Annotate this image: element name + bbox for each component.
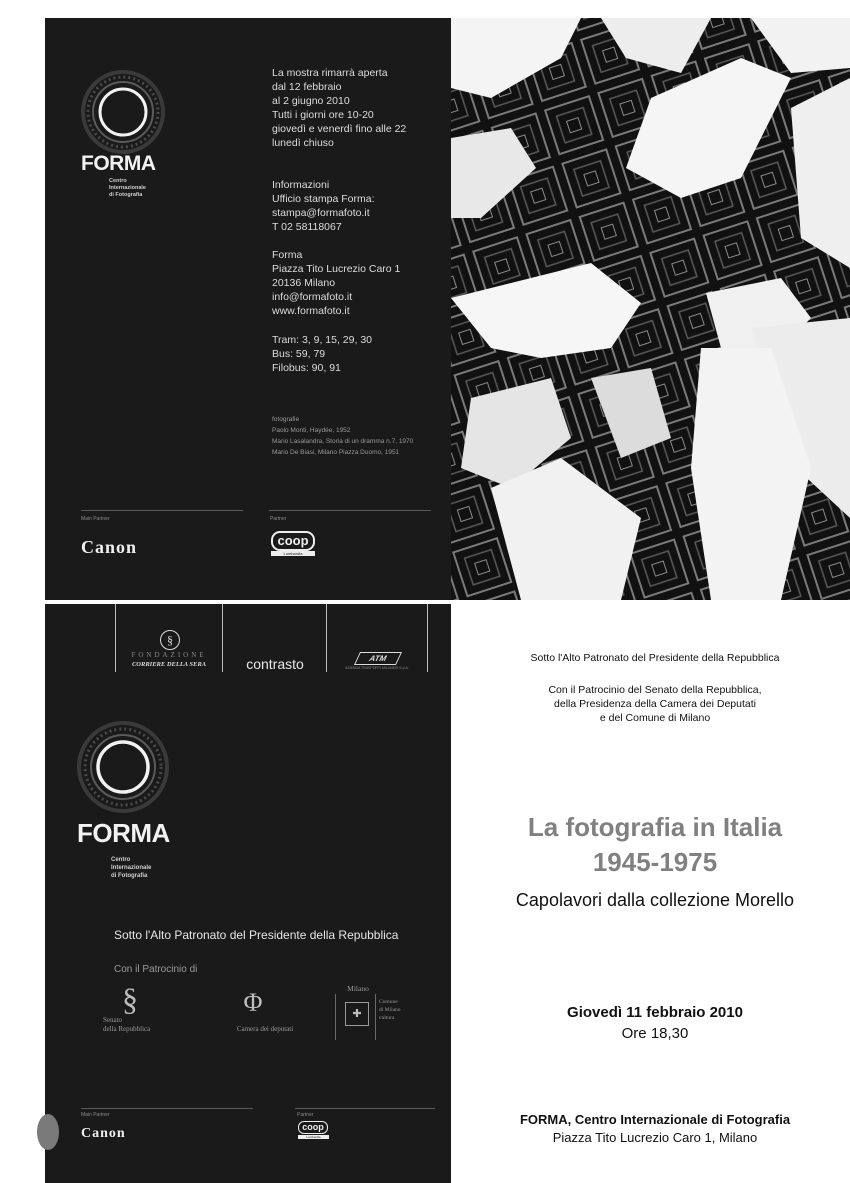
event-date: Giovedì 11 febbraio 2010 [567, 1004, 743, 1021]
coop-sub-label: Lombardia [271, 551, 315, 556]
venue-address: Forma Piazza Tito Lucrezio Caro 1 20136 Milano info@formafoto.it www.formafoto.it [272, 249, 401, 317]
cover-panel [45, 604, 451, 1183]
camera-label: Camera dei deputati [236, 1025, 294, 1033]
main-partner-label: Main Partner [81, 1112, 110, 1118]
divider-line [81, 510, 243, 511]
atm-logo: ATM [354, 652, 402, 665]
exhibition-photograph [451, 18, 850, 600]
press-info: Informazioni Ufficio stampa Forma: stampa@formafoto.it T 02 58118067 [272, 179, 375, 233]
fondazione-label: FONDAZIONE [131, 651, 207, 659]
divider-line [295, 1108, 435, 1109]
venue-address: Piazza Tito Lucrezio Caro 1, Milano [552, 1130, 758, 1145]
coop-logo: coop [271, 531, 315, 551]
patronage-intro: Con il Patrocinio di [114, 964, 198, 975]
contrasto-logo: contrasto [246, 656, 304, 672]
atm-sub-label: AZIENDA TRASPORTI MILANESI S.p.A. [345, 666, 409, 670]
canon-logo: Canon [81, 537, 138, 557]
corriere-label: CORRIERE DELLA SERA [131, 661, 207, 668]
divider-line [269, 510, 431, 511]
partner-label: Partner [270, 516, 287, 522]
sponsor-contrasto [222, 604, 327, 672]
milano-crest-icon: ✚ [345, 1002, 369, 1026]
partner-label: Partner [297, 1112, 314, 1118]
exhibition-subtitle: Capolavori dalla collezione Morello [515, 890, 795, 910]
invitation-details [460, 604, 850, 1183]
coop-logo: coop [298, 1121, 328, 1134]
divider-line [81, 1108, 253, 1109]
punch-hole-mark [37, 1114, 59, 1150]
patronage-text: Sotto l'Alto Patronato del Presidente della Repubblica [114, 928, 399, 942]
senato-emblem-icon: § [122, 981, 138, 1017]
exhibition-title-line2: 1945-1975 [592, 847, 718, 877]
main-partner-label: Main Partner [81, 516, 110, 522]
photo-credits: fotografie Paolo Monti, Haydée, 1952 Mario Lasalandra, Storia di un dramma n.7, 1970 Mario De Biasi, Milano Piazza Duomo, 1951 [272, 416, 414, 456]
patronage-text: Sotto l'Alto Patronato del Presidente della Repubblica [530, 652, 780, 664]
exhibition-title-line1: La fotografia in Italia [527, 812, 783, 842]
comune-label: Comune di Milano cultura [379, 999, 401, 1021]
patronage-lines: Con il Patrocinio del Senato della Repubblica, della Presidenza della Camera dei Deputati e del Comune di Milano [548, 684, 762, 724]
divider-line [375, 994, 376, 1040]
forma-wordmark: FORMA [77, 818, 170, 848]
sponsor-fondazione-corriere [115, 604, 222, 672]
forma-wordmark: FORMA [81, 152, 156, 175]
exhibition-dates: La mostra rimarrà aperta dal 12 febbraio al 2 giugno 2010 Tutti i giorni ore 10-20 giovedì e venerdì fino alle 22 lunedì chiuso [272, 67, 407, 149]
forma-subtitle: Centro Internazionale di Fotografia [111, 857, 152, 879]
sponsor-atm [326, 604, 428, 672]
fondazione-emblem-icon: § [160, 630, 180, 650]
photograph-image [451, 18, 850, 600]
forma-subtitle: Centro Internazionale di Fotografia [109, 178, 146, 198]
transport-info: Tram: 3, 9, 15, 29, 30 Bus: 59, 79 Filobus: 90, 91 [272, 334, 372, 374]
event-time: Ore 18,30 [621, 1025, 689, 1042]
forma-ring-logo-icon [77, 721, 169, 813]
forma-ring-logo-icon [81, 70, 165, 154]
camera-emblem-icon: Φ [243, 988, 263, 1017]
senato-label: Senato della Repubblica [103, 1016, 151, 1033]
canon-logo: Canon [81, 1126, 126, 1141]
divider-line [335, 994, 336, 1040]
milano-label: Milano [347, 984, 369, 993]
coop-sub-label: Lombardia [298, 1135, 329, 1139]
invitation-cover-panel [45, 18, 451, 600]
venue-name: FORMA, Centro Internazionale di Fotografia [519, 1112, 791, 1127]
